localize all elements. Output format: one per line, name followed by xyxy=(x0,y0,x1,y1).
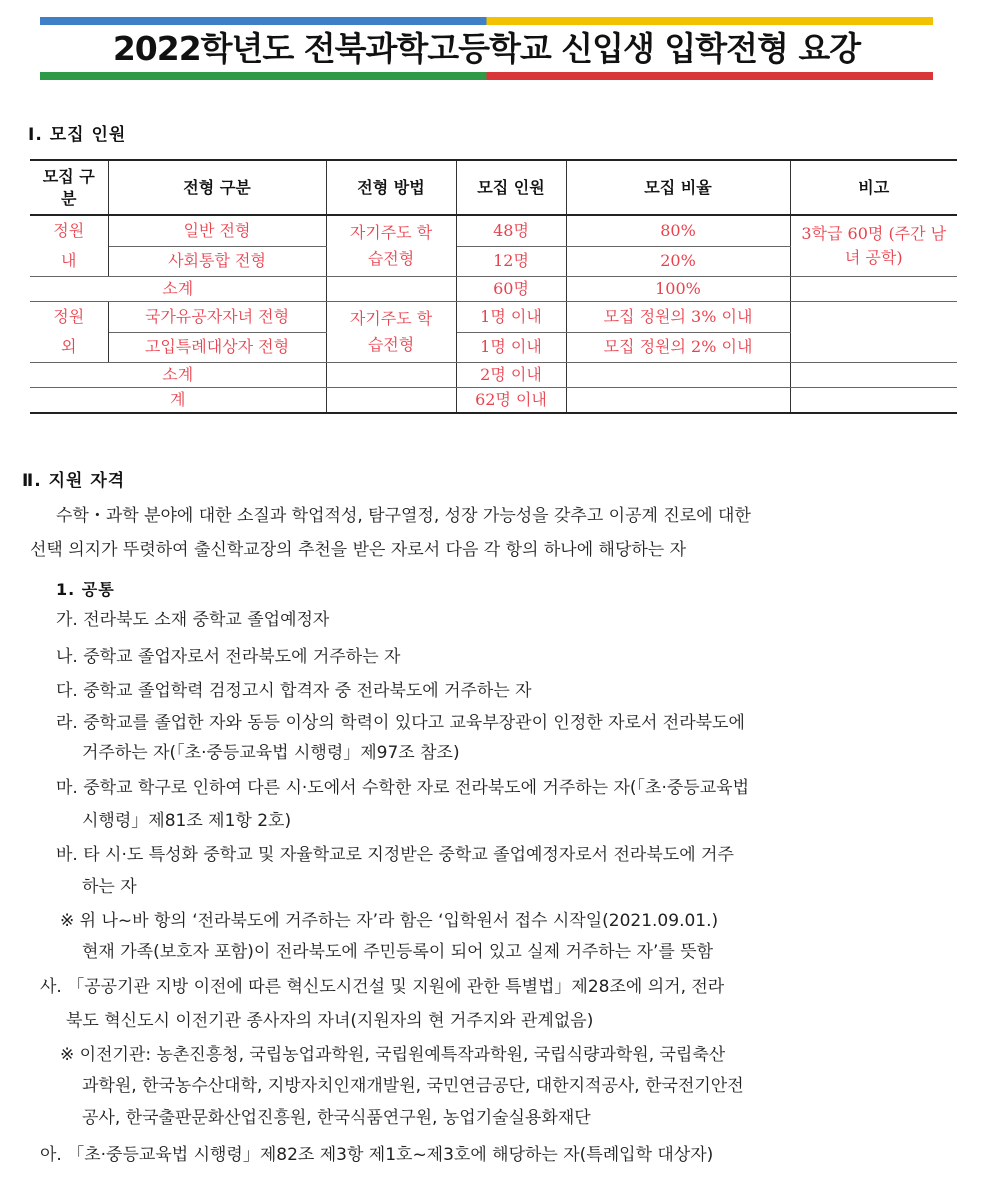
header-ratio: 모집 비율 xyxy=(566,160,790,215)
remark-cell: 3학급 60명 (주간 남녀 공학) xyxy=(790,215,957,277)
section2-heading: Ⅱ. 지원 자격 xyxy=(22,471,126,491)
title-bar-bottom xyxy=(40,72,933,80)
general-ratio-cell: 80% xyxy=(566,215,790,246)
list-item: 바. 타 시·도 특성화 중학교 및 자율학교로 지정받은 중학교 졸업예정자로서 전라북도에 거주 xyxy=(56,845,734,865)
header-method: 전형 방법 xyxy=(326,160,456,215)
header-remark: 비고 xyxy=(790,160,957,215)
outside-remark-cell xyxy=(790,302,957,363)
social-ratio-cell: 20% xyxy=(566,246,790,276)
list-item: 나. 중학교 졸업자로서 전라북도에 거주하는 자 xyxy=(56,647,401,667)
note-item: 현재 가족(보호자 포함)이 전라북도에 주민등록이 되어 있고 실제 거주하는 자’를 뜻함 xyxy=(82,942,714,962)
list-item: 아. 「초·중등교육법 시행령」제82조 제3항 제1호~제3호에 해당하는 자(특례입학 대상자) xyxy=(40,1145,714,1165)
merit-type-cell: 국가유공자자녀 전형 xyxy=(108,302,326,333)
method-cell-2: 자기주도 학습전형 xyxy=(326,302,456,363)
method-cell-1: 자기주도 학습전형 xyxy=(326,215,456,277)
list-item: 북도 혁신도시 이전기관 종사자의 자녀(지원자의 현 거주지와 관계없음) xyxy=(66,1011,594,1031)
list-item: 하는 자 xyxy=(82,877,137,897)
document-title: 2022학년도 전북과학고등학교 신입생 입학전형 요강 xyxy=(112,29,861,68)
table-row xyxy=(30,388,957,414)
section1-heading: Ⅰ. 모집 인원 xyxy=(28,125,127,145)
common-heading: 1. 공통 xyxy=(56,580,115,599)
table-row xyxy=(30,277,957,302)
note-item: 과학원, 한국농수산대학, 지방자치인재개발원, 국민연금공단, 대한지적공사, 한국전기안전 xyxy=(82,1076,744,1096)
note-item: ※ 위 나~바 항의 ‘전라북도에 거주하는 자’라 함은 ‘입학원서 접수 시작일(2021.09.01.) xyxy=(60,911,719,931)
total-ratio-cell xyxy=(566,388,790,414)
subtotal2-remark-cell xyxy=(790,363,957,388)
list-item: 라. 중학교를 졸업한 자와 동등 이상의 학력이 있다고 교육부장관이 인정한 자로서 전라북도에 xyxy=(56,713,745,733)
special-type-cell: 고입특례대상자 전형 xyxy=(108,332,326,363)
total-method-cell xyxy=(326,388,456,414)
subtotal1-ratio-cell: 100% xyxy=(566,277,790,302)
within-group-cell: 정원 내 xyxy=(30,215,108,277)
outside-group-cell: 정원 외 xyxy=(30,302,108,363)
header-count: 모집 인원 xyxy=(456,160,566,215)
table-row xyxy=(30,215,957,246)
list-item: 마. 중학교 학구로 인하여 다른 시·도에서 수학한 자로 전라북도에 거주하는 자(「초·중등교육법 xyxy=(56,778,749,798)
list-item: 거주하는 자(「초·중등교육법 시행령」제97조 참조) xyxy=(82,743,460,763)
intro-line-2: 선택 의지가 뚜렷하여 출신학교장의 추천을 받은 자로서 다음 각 항의 하나에 해당하는 자 xyxy=(30,540,687,560)
general-count-cell: 48명 xyxy=(456,215,566,246)
general-type-cell: 일반 전형 xyxy=(108,215,326,246)
subtotal1-remark-cell xyxy=(790,277,957,302)
social-type-cell: 사회통합 전형 xyxy=(108,246,326,276)
recruitment-table xyxy=(30,159,957,414)
header-category: 모집 구분 xyxy=(30,160,108,215)
note-item: ※ 이전기관: 농촌진흥청, 국립농업과학원, 국립원예특작과학원, 국립식량과학원, 국립축산 xyxy=(60,1045,726,1065)
header-type: 전형 구분 xyxy=(108,160,326,215)
table-header-row xyxy=(30,160,957,215)
special-count-cell: 1명 이내 xyxy=(456,332,566,363)
list-item: 가. 전라북도 소재 중학교 졸업예정자 xyxy=(56,610,330,630)
subtotal1-label-cell: 소계 xyxy=(30,277,326,302)
table-row xyxy=(30,363,957,388)
subtotal2-ratio-cell xyxy=(566,363,790,388)
subtotal1-count-cell: 60명 xyxy=(456,277,566,302)
list-item: 사. 「공공기관 지방 이전에 따른 혁신도시건설 및 지원에 관한 특별법」제28조에 의거, 전라 xyxy=(40,977,725,997)
total-remark-cell xyxy=(790,388,957,414)
special-ratio-cell: 모집 정원의 2% 이내 xyxy=(566,332,790,363)
note-item: 공사, 한국출판문화산업진흥원, 한국식품연구원, 농업기술실용화재단 xyxy=(82,1108,591,1128)
title-bar-top xyxy=(40,17,933,25)
merit-count-cell: 1명 이내 xyxy=(456,302,566,333)
merit-ratio-cell: 모집 정원의 3% 이내 xyxy=(566,302,790,333)
subtotal2-method-cell xyxy=(326,363,456,388)
subtotal1-method-cell xyxy=(326,277,456,302)
subtotal2-count-cell: 2명 이내 xyxy=(456,363,566,388)
total-count-cell: 62명 이내 xyxy=(456,388,566,414)
table-row xyxy=(30,302,957,333)
social-count-cell: 12명 xyxy=(456,246,566,276)
subtotal2-label-cell: 소계 xyxy=(30,363,326,388)
list-item: 다. 중학교 졸업학력 검정고시 합격자 중 전라북도에 거주하는 자 xyxy=(56,681,532,701)
intro-line-1: 수학・과학 분야에 대한 소질과 학업적성, 탐구열정, 성장 가능성을 갖추고 이공계 진로에 대한 xyxy=(56,506,751,526)
total-label-cell: 계 xyxy=(30,388,326,414)
list-item: 시행령」제81조 제1항 2호) xyxy=(82,811,292,831)
